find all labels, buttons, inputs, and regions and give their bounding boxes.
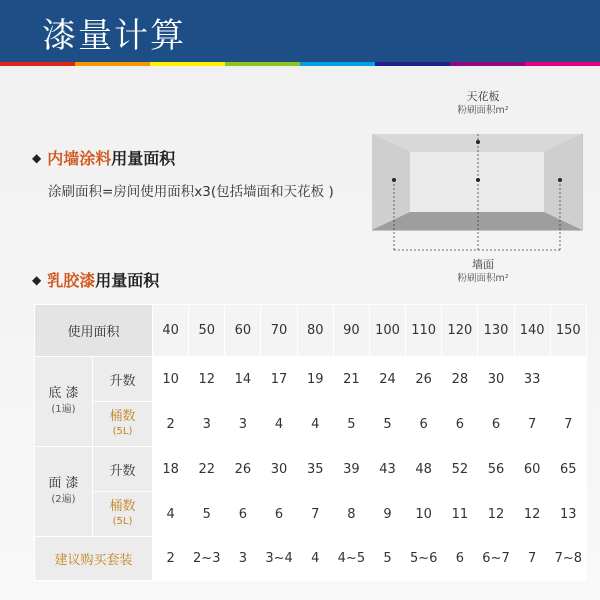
- topcoat-buckets-value: 8: [333, 492, 369, 537]
- topcoat-liters-value: 48: [406, 447, 442, 492]
- section-heading-latex-paint: [32, 268, 159, 291]
- wall-label-sub: 粉刷面积m²: [457, 273, 509, 284]
- topcoat-category: [35, 447, 93, 537]
- recommend-label: 建议购买套装: [35, 537, 153, 581]
- primer-buckets-value: 2: [153, 402, 189, 447]
- area-value: 120: [442, 305, 478, 357]
- topcoat-liters-label: 升数: [93, 447, 153, 492]
- primer-buckets-value: 4: [297, 402, 333, 447]
- topcoat-liters-value: 18: [153, 447, 189, 492]
- primer-liters-value: [550, 357, 586, 402]
- topcoat-buckets-value: 6: [225, 492, 261, 537]
- section-heading-wall-paint: [32, 146, 175, 169]
- topcoat-buckets-value: 7: [297, 492, 333, 537]
- primer-liters-value: 24: [369, 357, 405, 402]
- recommend-value: 5~6: [406, 537, 442, 581]
- topcoat-liters-value: 35: [297, 447, 333, 492]
- primer-buckets-label: [93, 402, 153, 447]
- topcoat-buckets-value: 13: [550, 492, 586, 537]
- primer-buckets-value: 4: [261, 402, 297, 447]
- ceiling-label: [438, 90, 528, 118]
- area-value: 130: [478, 305, 514, 357]
- primer-liters-value: 12: [189, 357, 225, 402]
- topcoat-buckets-value: 10: [406, 492, 442, 537]
- topcoat-buckets-value: 6: [261, 492, 297, 537]
- recommend-value: 2: [153, 537, 189, 581]
- primer-liters-value: 14: [225, 357, 261, 402]
- topcoat-buckets-value: 4: [153, 492, 189, 537]
- area-value: 140: [514, 305, 550, 357]
- recommend-value: 3: [225, 537, 261, 581]
- cell-note: (5L): [112, 426, 133, 437]
- diamond-icon: ◆: [32, 272, 42, 287]
- topcoat-buckets-value: 12: [514, 492, 550, 537]
- recommend-value: 5: [369, 537, 405, 581]
- primer-buckets-row: [35, 402, 587, 447]
- primer-liters-value: 28: [442, 357, 478, 402]
- wall-label-text: 墙面: [472, 258, 494, 271]
- primer-liters-value: 30: [478, 357, 514, 402]
- cell-label: 面 漆: [48, 475, 79, 491]
- primer-buckets-value: 6: [442, 402, 478, 447]
- back-wall-face: [410, 152, 544, 212]
- primer-buckets-value: 7: [550, 402, 586, 447]
- wall-label: [433, 258, 533, 286]
- recommend-row: [35, 537, 587, 581]
- section-heading-text: 用量面积: [111, 149, 176, 168]
- section-heading-text: 用量面积: [95, 271, 160, 290]
- primer-liters-value: 10: [153, 357, 189, 402]
- cell-label: 桶数: [109, 499, 136, 514]
- primer-liters-value: 33: [514, 357, 550, 402]
- topcoat-liters-value: 52: [442, 447, 478, 492]
- topcoat-liters-value: 65: [550, 447, 586, 492]
- primer-buckets-value: 7: [514, 402, 550, 447]
- topcoat-buckets-value: 9: [369, 492, 405, 537]
- area-header: 使用面积: [35, 305, 153, 357]
- primer-buckets-value: 5: [333, 402, 369, 447]
- primer-buckets-value: 5: [369, 402, 405, 447]
- area-formula: 涂刷面积=房间使用面积x3(包括墙面和天花板 ): [48, 184, 334, 200]
- area-value: 90: [333, 305, 369, 357]
- recommend-value: 3~4: [261, 537, 297, 581]
- recommend-value: 2~3: [189, 537, 225, 581]
- recommend-value: 7: [514, 537, 550, 581]
- ceiling-label-sub: 粉刷面积m²: [457, 105, 509, 116]
- primer-liters-label: 升数: [93, 357, 153, 402]
- primer-buckets-value: 3: [189, 402, 225, 447]
- primer-buckets-value: 6: [478, 402, 514, 447]
- topcoat-buckets-value: 12: [478, 492, 514, 537]
- topcoat-buckets-row: [35, 492, 587, 537]
- topcoat-buckets-value: 5: [189, 492, 225, 537]
- recommend-value: 6: [442, 537, 478, 581]
- topcoat-buckets-value: 11: [442, 492, 478, 537]
- area-value: 150: [550, 305, 586, 357]
- primer-liters-row: [35, 357, 587, 402]
- page-title: 漆量计算: [42, 16, 186, 56]
- topcoat-liters-value: 26: [225, 447, 261, 492]
- recommend-value: 4~5: [333, 537, 369, 581]
- ceiling-label-text: 天花板: [466, 90, 500, 103]
- header-banner: [0, 0, 600, 62]
- topcoat-liters-value: 43: [369, 447, 405, 492]
- primer-liters-value: 19: [297, 357, 333, 402]
- area-value: 70: [261, 305, 297, 357]
- primer-liters-value: 26: [406, 357, 442, 402]
- topcoat-liters-row: [35, 447, 587, 492]
- area-value: 40: [153, 305, 189, 357]
- primer-buckets-value: 3: [225, 402, 261, 447]
- primer-liters-value: 17: [261, 357, 297, 402]
- topcoat-liters-value: 22: [189, 447, 225, 492]
- area-value: 60: [225, 305, 261, 357]
- topcoat-liters-value: 60: [514, 447, 550, 492]
- cell-label: 桶数: [109, 409, 136, 424]
- primer-buckets-value: 6: [406, 402, 442, 447]
- room-diagram: [372, 134, 584, 260]
- topcoat-buckets-label: [93, 492, 153, 537]
- section-heading-highlight: 乳胶漆: [47, 271, 96, 290]
- cell-note: (1遍): [51, 403, 76, 415]
- paint-usage-table: [34, 304, 587, 581]
- topcoat-liters-value: 56: [478, 447, 514, 492]
- area-value: 100: [369, 305, 405, 357]
- primer-category: [35, 357, 93, 447]
- cell-note: (5L): [112, 516, 133, 527]
- ceiling-marker: [476, 140, 480, 144]
- diamond-icon: ◆: [32, 150, 42, 165]
- cell-note: (2遍): [51, 493, 76, 505]
- topcoat-liters-value: 39: [333, 447, 369, 492]
- primer-liters-value: 21: [333, 357, 369, 402]
- area-value: 110: [406, 305, 442, 357]
- recommend-value: 7~8: [550, 537, 586, 581]
- area-value: 50: [189, 305, 225, 357]
- recommend-value: 4: [297, 537, 333, 581]
- topcoat-liters-value: 30: [261, 447, 297, 492]
- cell-label: 底 漆: [48, 385, 79, 401]
- section-heading-highlight: 内墙涂料: [47, 149, 112, 168]
- table-header-row: [35, 305, 587, 357]
- recommend-value: 6~7: [478, 537, 514, 581]
- area-value: 80: [297, 305, 333, 357]
